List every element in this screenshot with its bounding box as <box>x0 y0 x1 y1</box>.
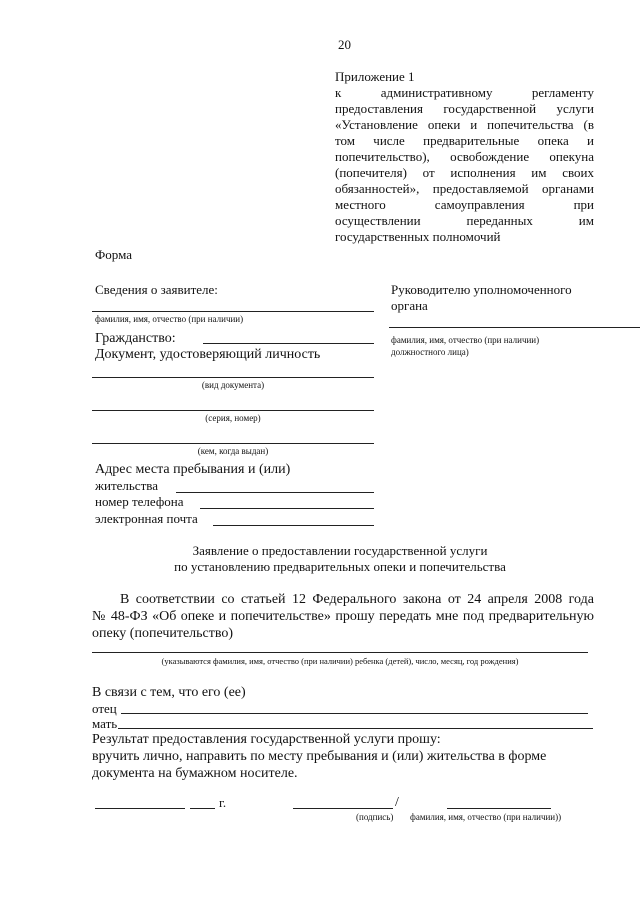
series-number-caption: (серия, номер) <box>205 413 261 423</box>
appendix-line: к административному регламенту <box>335 85 594 100</box>
appendix-block <box>335 69 594 245</box>
doc-type-caption: (вид документа) <box>201 380 265 390</box>
statement-title: Заявление о предоставлении государственной услуги <box>192 543 488 558</box>
statement-paragraph-line: В соответствии со статьей 12 Федерального закона от 24 апреля 2008 года <box>120 592 594 607</box>
citizenship-field[interactable] <box>203 343 374 344</box>
delivery-method-line: вручить лично, направить по месту пребывания и (или) жительства в форме <box>92 749 547 764</box>
appendix-title: Приложение 1 <box>335 69 415 84</box>
email-field[interactable] <box>213 525 374 526</box>
year-field[interactable] <box>190 808 215 809</box>
appendix-line: осуществлении переданных им <box>335 213 594 228</box>
signer-name-field[interactable] <box>447 808 551 809</box>
doc-type-field[interactable] <box>92 377 374 378</box>
statement-paragraph-line: опеку (попечительство) <box>92 626 234 641</box>
father-field[interactable] <box>121 713 588 714</box>
page-number: 20 <box>338 37 351 52</box>
issued-by-caption: (кем, когда выдан) <box>197 446 269 456</box>
recipient-title-cont: органа <box>391 298 428 313</box>
applicant-name-field[interactable] <box>92 311 374 312</box>
applicant-name-caption: фамилия, имя, отчество (при наличии) <box>95 314 244 324</box>
address-field[interactable] <box>176 492 374 493</box>
father-label: отец <box>92 701 117 716</box>
issued-by-field[interactable] <box>92 443 374 444</box>
connection-label: В связи с тем, что его (ее) <box>92 685 246 700</box>
appendix-line: попечительство), освобождение опекуна <box>335 149 594 164</box>
result-label: Результат предоставления государственной услуги прошу: <box>92 732 441 747</box>
appendix-line: «Установление опеки и попечительства (в <box>335 117 594 132</box>
official-name-caption-cont: должностного лица) <box>391 347 469 357</box>
signature-slash: / <box>395 795 399 810</box>
applicant-heading: Сведения о заявителе: <box>95 282 218 297</box>
official-name-caption: фамилия, имя, отчество (при наличии) <box>391 335 540 345</box>
appendix-line: государственных полномочий <box>335 229 501 244</box>
signature-field[interactable] <box>293 808 393 809</box>
citizenship-label: Гражданство: <box>95 331 176 346</box>
appendix-line: предоставления государственной услуги <box>335 101 594 116</box>
appendix-line: обязанностей», предоставляемой органами <box>335 181 594 196</box>
child-info-field[interactable] <box>92 652 588 653</box>
statement-subtitle: по установлению предварительных опеки и попечительства <box>174 559 506 574</box>
mother-label: мать <box>92 716 118 731</box>
year-suffix: г. <box>219 795 227 810</box>
id-document-label: Документ, удостоверяющий личность <box>95 347 321 362</box>
email-label: электронная почта <box>95 511 198 526</box>
recipient-title: Руководителю уполномоченного <box>391 282 572 297</box>
appendix-line: том числе предварительные опека и <box>335 133 594 148</box>
address-label-cont: жительства <box>95 478 158 493</box>
appendix-line: местного самоуправления при <box>335 197 594 212</box>
phone-field[interactable] <box>200 508 374 509</box>
signature-caption: (подпись) <box>356 812 394 822</box>
series-number-field[interactable] <box>92 410 374 411</box>
official-name-field[interactable] <box>389 327 640 328</box>
statement-paragraph-line: № 48-ФЗ «Об опеке и попечительстве» прошу передать мне под предварительную <box>92 609 594 624</box>
child-info-caption: (указываются фамилия, имя, отчество (при наличии) ребенка (детей), число, месяц, год рождения) <box>161 656 519 666</box>
signer-name-caption: фамилия, имя, отчество (при наличии)) <box>410 812 562 822</box>
appendix-line: (попечителя) от исполнения им своих <box>335 165 594 180</box>
form-label: Форма <box>95 247 132 262</box>
address-label: Адрес места пребывания и (или) <box>95 462 291 477</box>
phone-label: номер телефона <box>95 494 184 509</box>
mother-field[interactable] <box>118 728 593 729</box>
delivery-method-line: документа на бумажном носителе. <box>92 766 298 781</box>
date-field[interactable] <box>95 808 185 809</box>
